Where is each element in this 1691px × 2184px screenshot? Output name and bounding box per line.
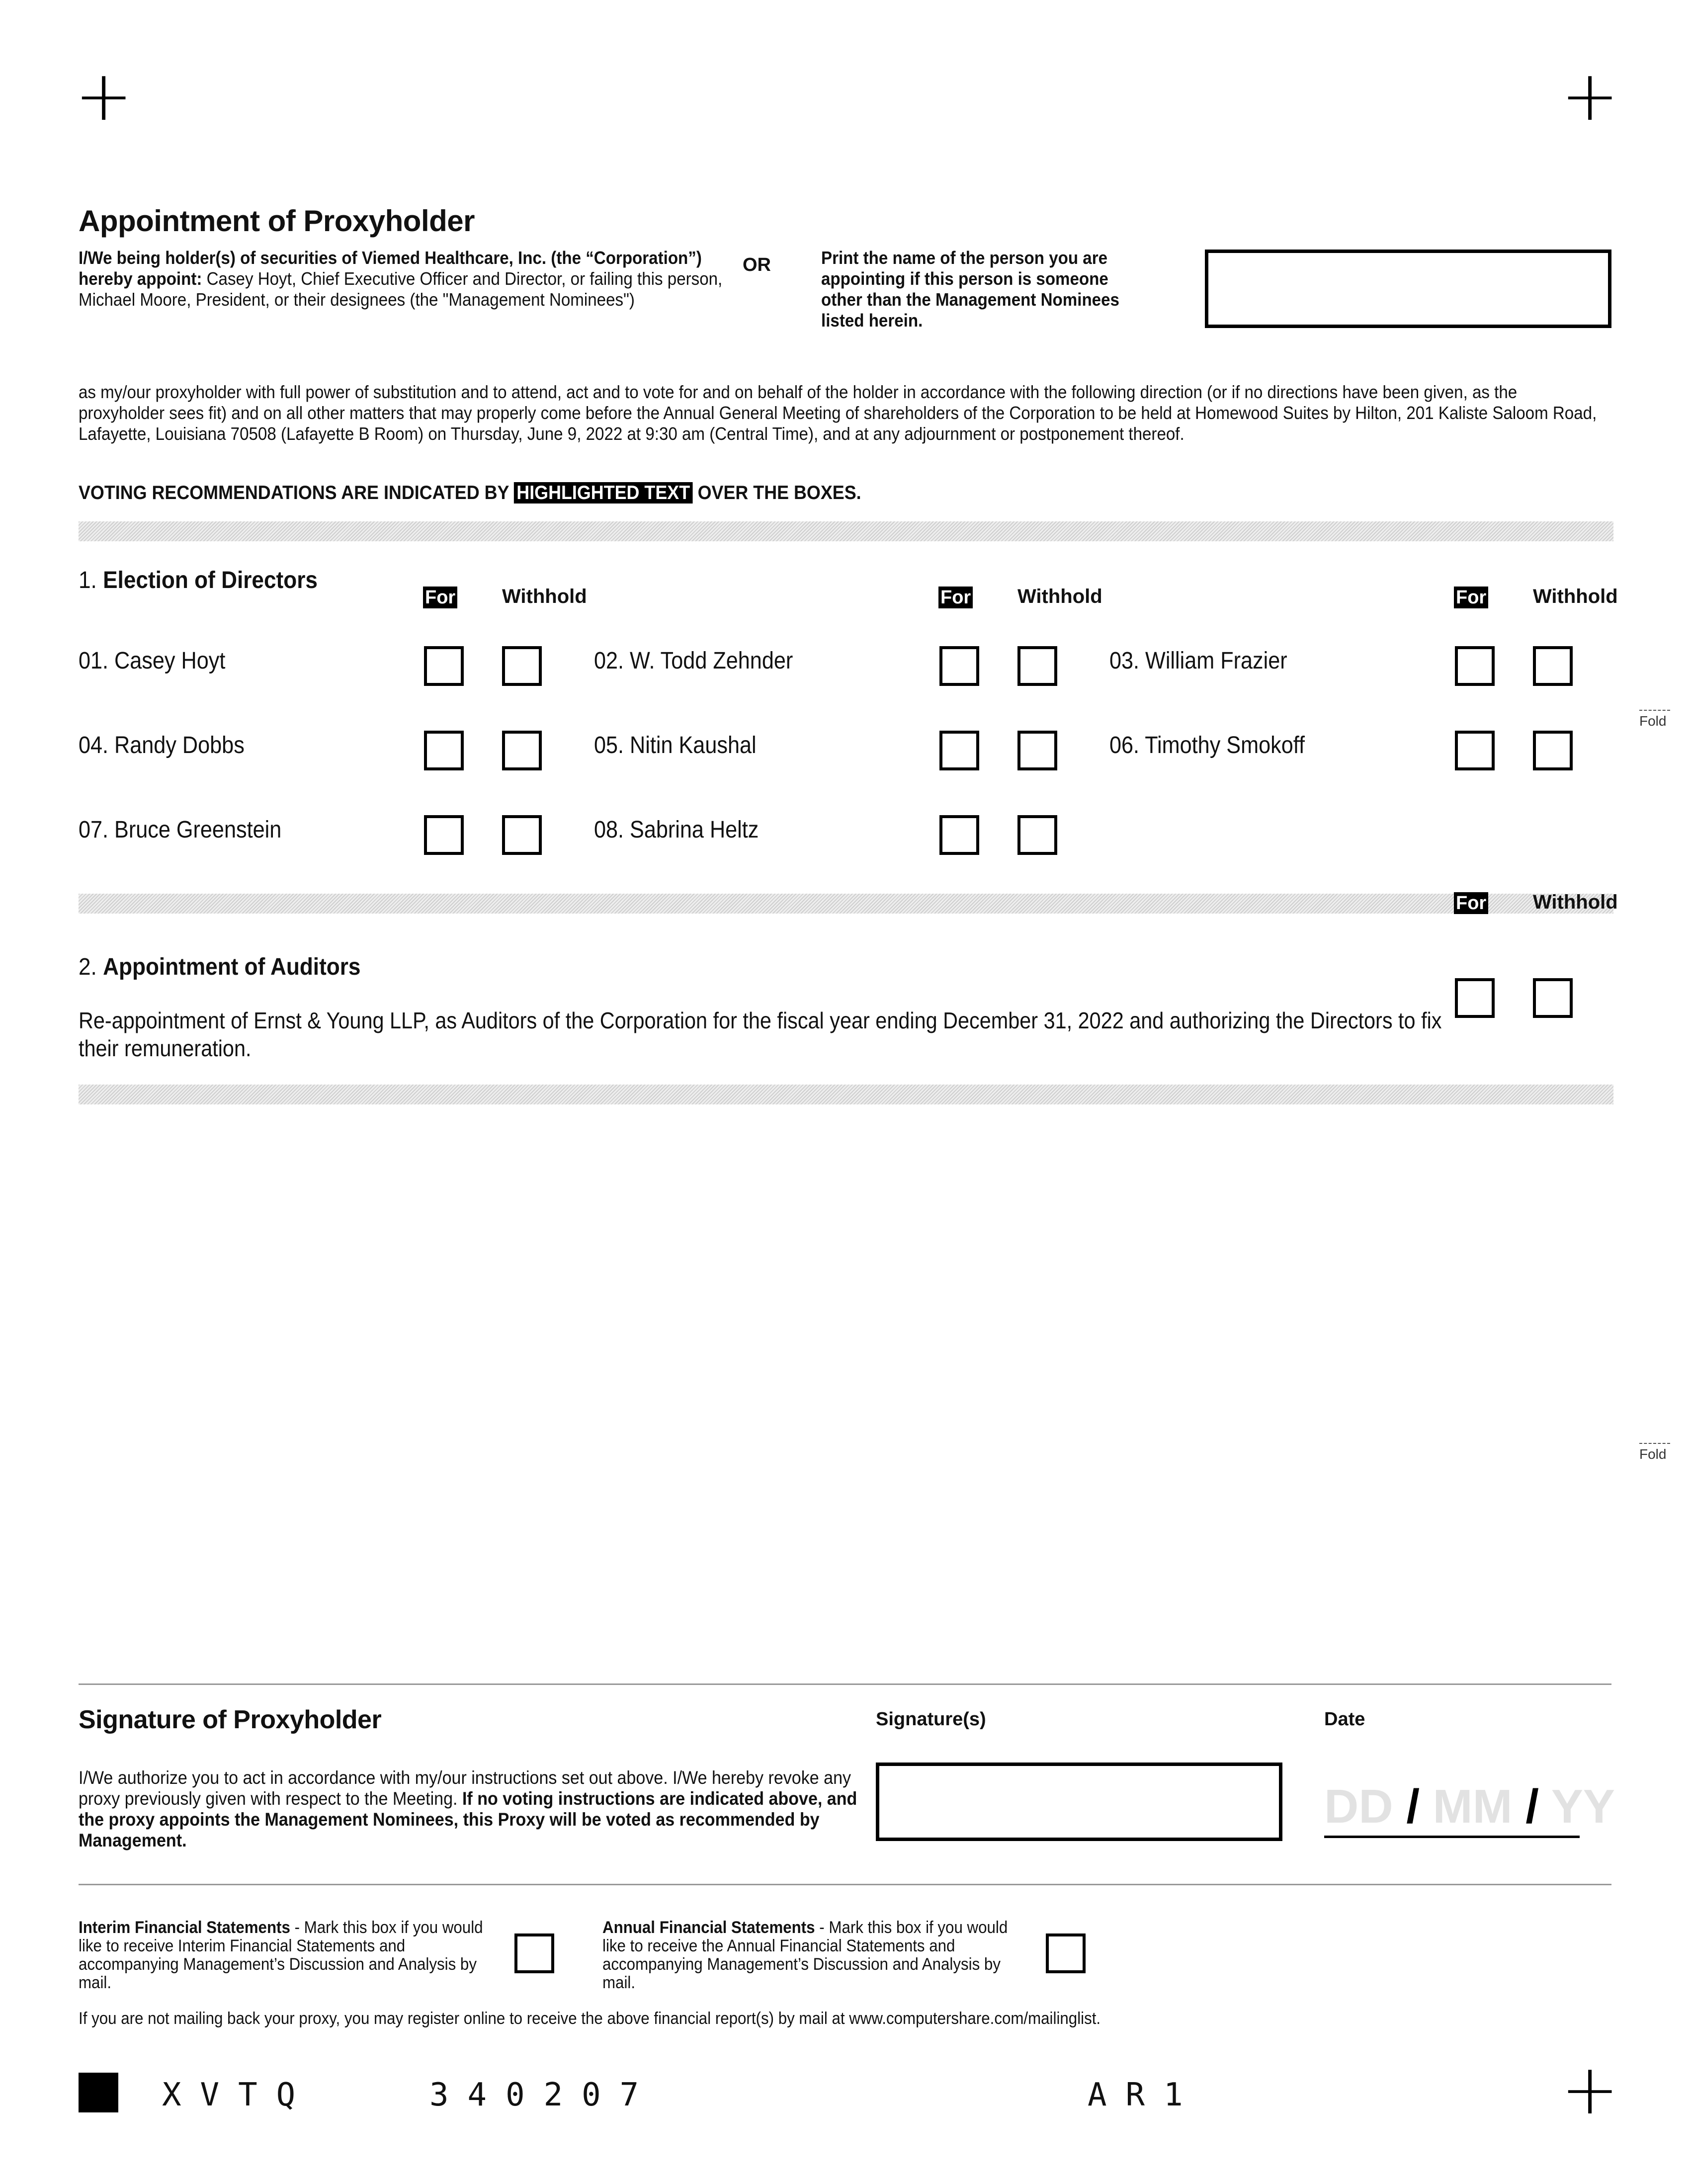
checkbox-withhold[interactable] [1533, 731, 1573, 770]
annual-statements-text [602, 1919, 1014, 1992]
fold-mark-lower [1639, 1443, 1670, 1462]
appointment-title: Appointment of Proxyholder [79, 204, 475, 238]
col-header-for-1: For [423, 587, 457, 608]
signature-label: Signature(s) [876, 1709, 986, 1730]
interim-statements-desc: - Mark this box if you would like to receive Interim Financial Statements and accompanying Management’s Discussion and Analysis by mail. [79, 1918, 483, 1992]
director-name: 04. Randy Dobbs [79, 732, 245, 758]
election-heading [79, 567, 318, 594]
director-name: 08. Sabrina Heltz [594, 817, 759, 843]
checkbox-withhold[interactable] [1017, 815, 1057, 855]
election-number: 1. [79, 567, 97, 593]
director-name: 03. William Frazier [1109, 648, 1287, 674]
appointment-left-regular: Casey Hoyt, Chief Executive Officer and Director, or failing this person, Michael Moore, President, or their designees (the "Management Nominees") [79, 268, 723, 310]
director-name: 06. Timothy Smokoff [1109, 732, 1305, 758]
footer-code-number: 340207 [429, 2077, 658, 2113]
checkbox-withhold[interactable] [1017, 731, 1057, 770]
col-header-withhold-2: Withhold [1017, 586, 1102, 607]
director-name: 07. Bruce Greenstein [79, 817, 282, 843]
fold-label: Fold [1639, 1446, 1667, 1462]
auditors-checkbox-for[interactable] [1455, 978, 1495, 1018]
interim-statements-label: Interim Financial Statements [79, 1918, 290, 1937]
date-yy-placeholder: YY [1551, 1780, 1615, 1833]
signature-title: Signature of Proxyholder [79, 1705, 382, 1734]
proxyholder-name-input[interactable] [1205, 250, 1611, 328]
annual-statements-desc: - Mark this box if you would like to receive the Annual Financial Statements and accompanying Management’s Discussion and Analysis by mail. [602, 1918, 1008, 1992]
checkbox-for[interactable] [939, 646, 979, 686]
date-label: Date [1324, 1709, 1365, 1730]
checkbox-for[interactable] [424, 731, 464, 770]
proxy-authority-text: as my/our proxyholder with full power of substitution and to attend, act and to vote for and on behalf of the holder in accordance with the following direction (or if no directions have been given, as the proxyholder sees fit) and on all other matters that may properly come before the Annual General Meeting of shareholders of the Corporation to be held at Homewood Suites by Hilton, 201 Kaliste Saloom Road, Lafayette, Louisiana 70508 (Lafayette B Room) on Thursday, June 9, 2022 at 9:30 am (Central Time), and at any adjournment or postponement thereof. [79, 382, 1597, 444]
voting-rec-before: VOTING RECOMMENDATIONS ARE INDICATED BY [79, 482, 509, 504]
col-header-withhold-3: Withhold [1533, 586, 1618, 607]
checkbox-for[interactable] [424, 815, 464, 855]
col-header-for-3: For [1454, 587, 1488, 608]
signature-input[interactable] [876, 1763, 1282, 1841]
registration-square [79, 2073, 118, 2112]
interim-statements-checkbox[interactable] [514, 1933, 554, 1973]
voting-rec-highlight: HIGHLIGHTED TEXT [514, 482, 693, 504]
auditors-heading [79, 953, 360, 981]
section-divider-3 [79, 1085, 1613, 1104]
signature-text-regular: I/We authorize you to act in accordance with my/our instructions set out above. I/We hereby revoke any proxy previously given with respect to the Meeting. [79, 1767, 851, 1809]
signature-bottom-rule [79, 1884, 1611, 1885]
interim-statements-text [79, 1919, 490, 1992]
crop-mark-top-right: + [1561, 56, 1619, 137]
checkbox-for[interactable] [1455, 646, 1495, 686]
director-name: 01. Casey Hoyt [79, 648, 226, 674]
crop-mark-bottom-right: + [1561, 2049, 1619, 2130]
auditors-col-header-withhold: Withhold [1533, 891, 1618, 913]
auditors-title: Appointment of Auditors [103, 954, 361, 980]
annual-statements-label: Annual Financial Statements [602, 1918, 815, 1937]
signature-authorization-text [79, 1767, 874, 1851]
voting-rec-after: OVER THE BOXES. [697, 482, 861, 504]
or-label: OR [743, 254, 771, 275]
election-title: Election of Directors [103, 567, 318, 593]
checkbox-withhold[interactable] [1533, 646, 1573, 686]
date-input[interactable] [1324, 1779, 1615, 1838]
date-dd-placeholder: DD [1324, 1780, 1393, 1833]
auditors-col-header-for: For [1454, 892, 1488, 914]
auditors-text: Re-appointment of Ernst & Young LLP, as Auditors of the Corporation for the fiscal year ending December 31, 2022 and authorizing the Directors to fix their remuneration. [79, 1008, 1442, 1061]
auditors-number: 2. [79, 954, 97, 980]
footer-code-xvtq: XVTQ [162, 2077, 315, 2113]
checkbox-withhold[interactable] [502, 646, 542, 686]
date-separator: / [1406, 1780, 1420, 1833]
annual-statements-checkbox[interactable] [1046, 1933, 1086, 1973]
director-name: 02. W. Todd Zehnder [594, 648, 793, 674]
voting-recommendations-note [79, 480, 861, 506]
appointment-left-bold: I/We being holder(s) of securities of Viemed Healthcare, Inc. (the “Corporation”) hereby appoint: [79, 248, 702, 289]
signature-text-bold: If no voting instructions are indicated above, and the proxy appoints the Management Nominees, this Proxy will be voted as recommended by Management. [79, 1788, 857, 1850]
date-mm-placeholder: MM [1433, 1780, 1513, 1833]
print-name-instructions: Print the name of the person you are appointing if this person is someone other than the Management Nominees listed herein. [821, 248, 1119, 331]
fold-mark-upper [1639, 710, 1670, 729]
section-divider-2 [79, 894, 1613, 914]
appointment-left-text [79, 248, 728, 310]
director-name: 05. Nitin Kaushal [594, 732, 757, 758]
checkbox-withhold[interactable] [502, 731, 542, 770]
checkbox-for[interactable] [1455, 731, 1495, 770]
checkbox-withhold[interactable] [502, 815, 542, 855]
section-divider-1 [79, 521, 1613, 541]
signature-top-rule [79, 1683, 1611, 1685]
date-separator: / [1525, 1780, 1539, 1833]
checkbox-for[interactable] [939, 815, 979, 855]
checkbox-for[interactable] [424, 646, 464, 686]
fold-label: Fold [1639, 713, 1667, 729]
col-header-withhold-1: Withhold [502, 586, 587, 607]
auditors-checkbox-withhold[interactable] [1533, 978, 1573, 1018]
footer-code-ar1: AR1 [1088, 2077, 1202, 2113]
col-header-for-2: For [938, 587, 973, 608]
mailinglist-text: If you are not mailing back your proxy, you may register online to receive the above financial report(s) by mail at www.computershare.com/mailinglist. [79, 2009, 1101, 2028]
crop-mark-top-left: + [75, 56, 133, 137]
checkbox-withhold[interactable] [1017, 646, 1057, 686]
checkbox-for[interactable] [939, 731, 979, 770]
